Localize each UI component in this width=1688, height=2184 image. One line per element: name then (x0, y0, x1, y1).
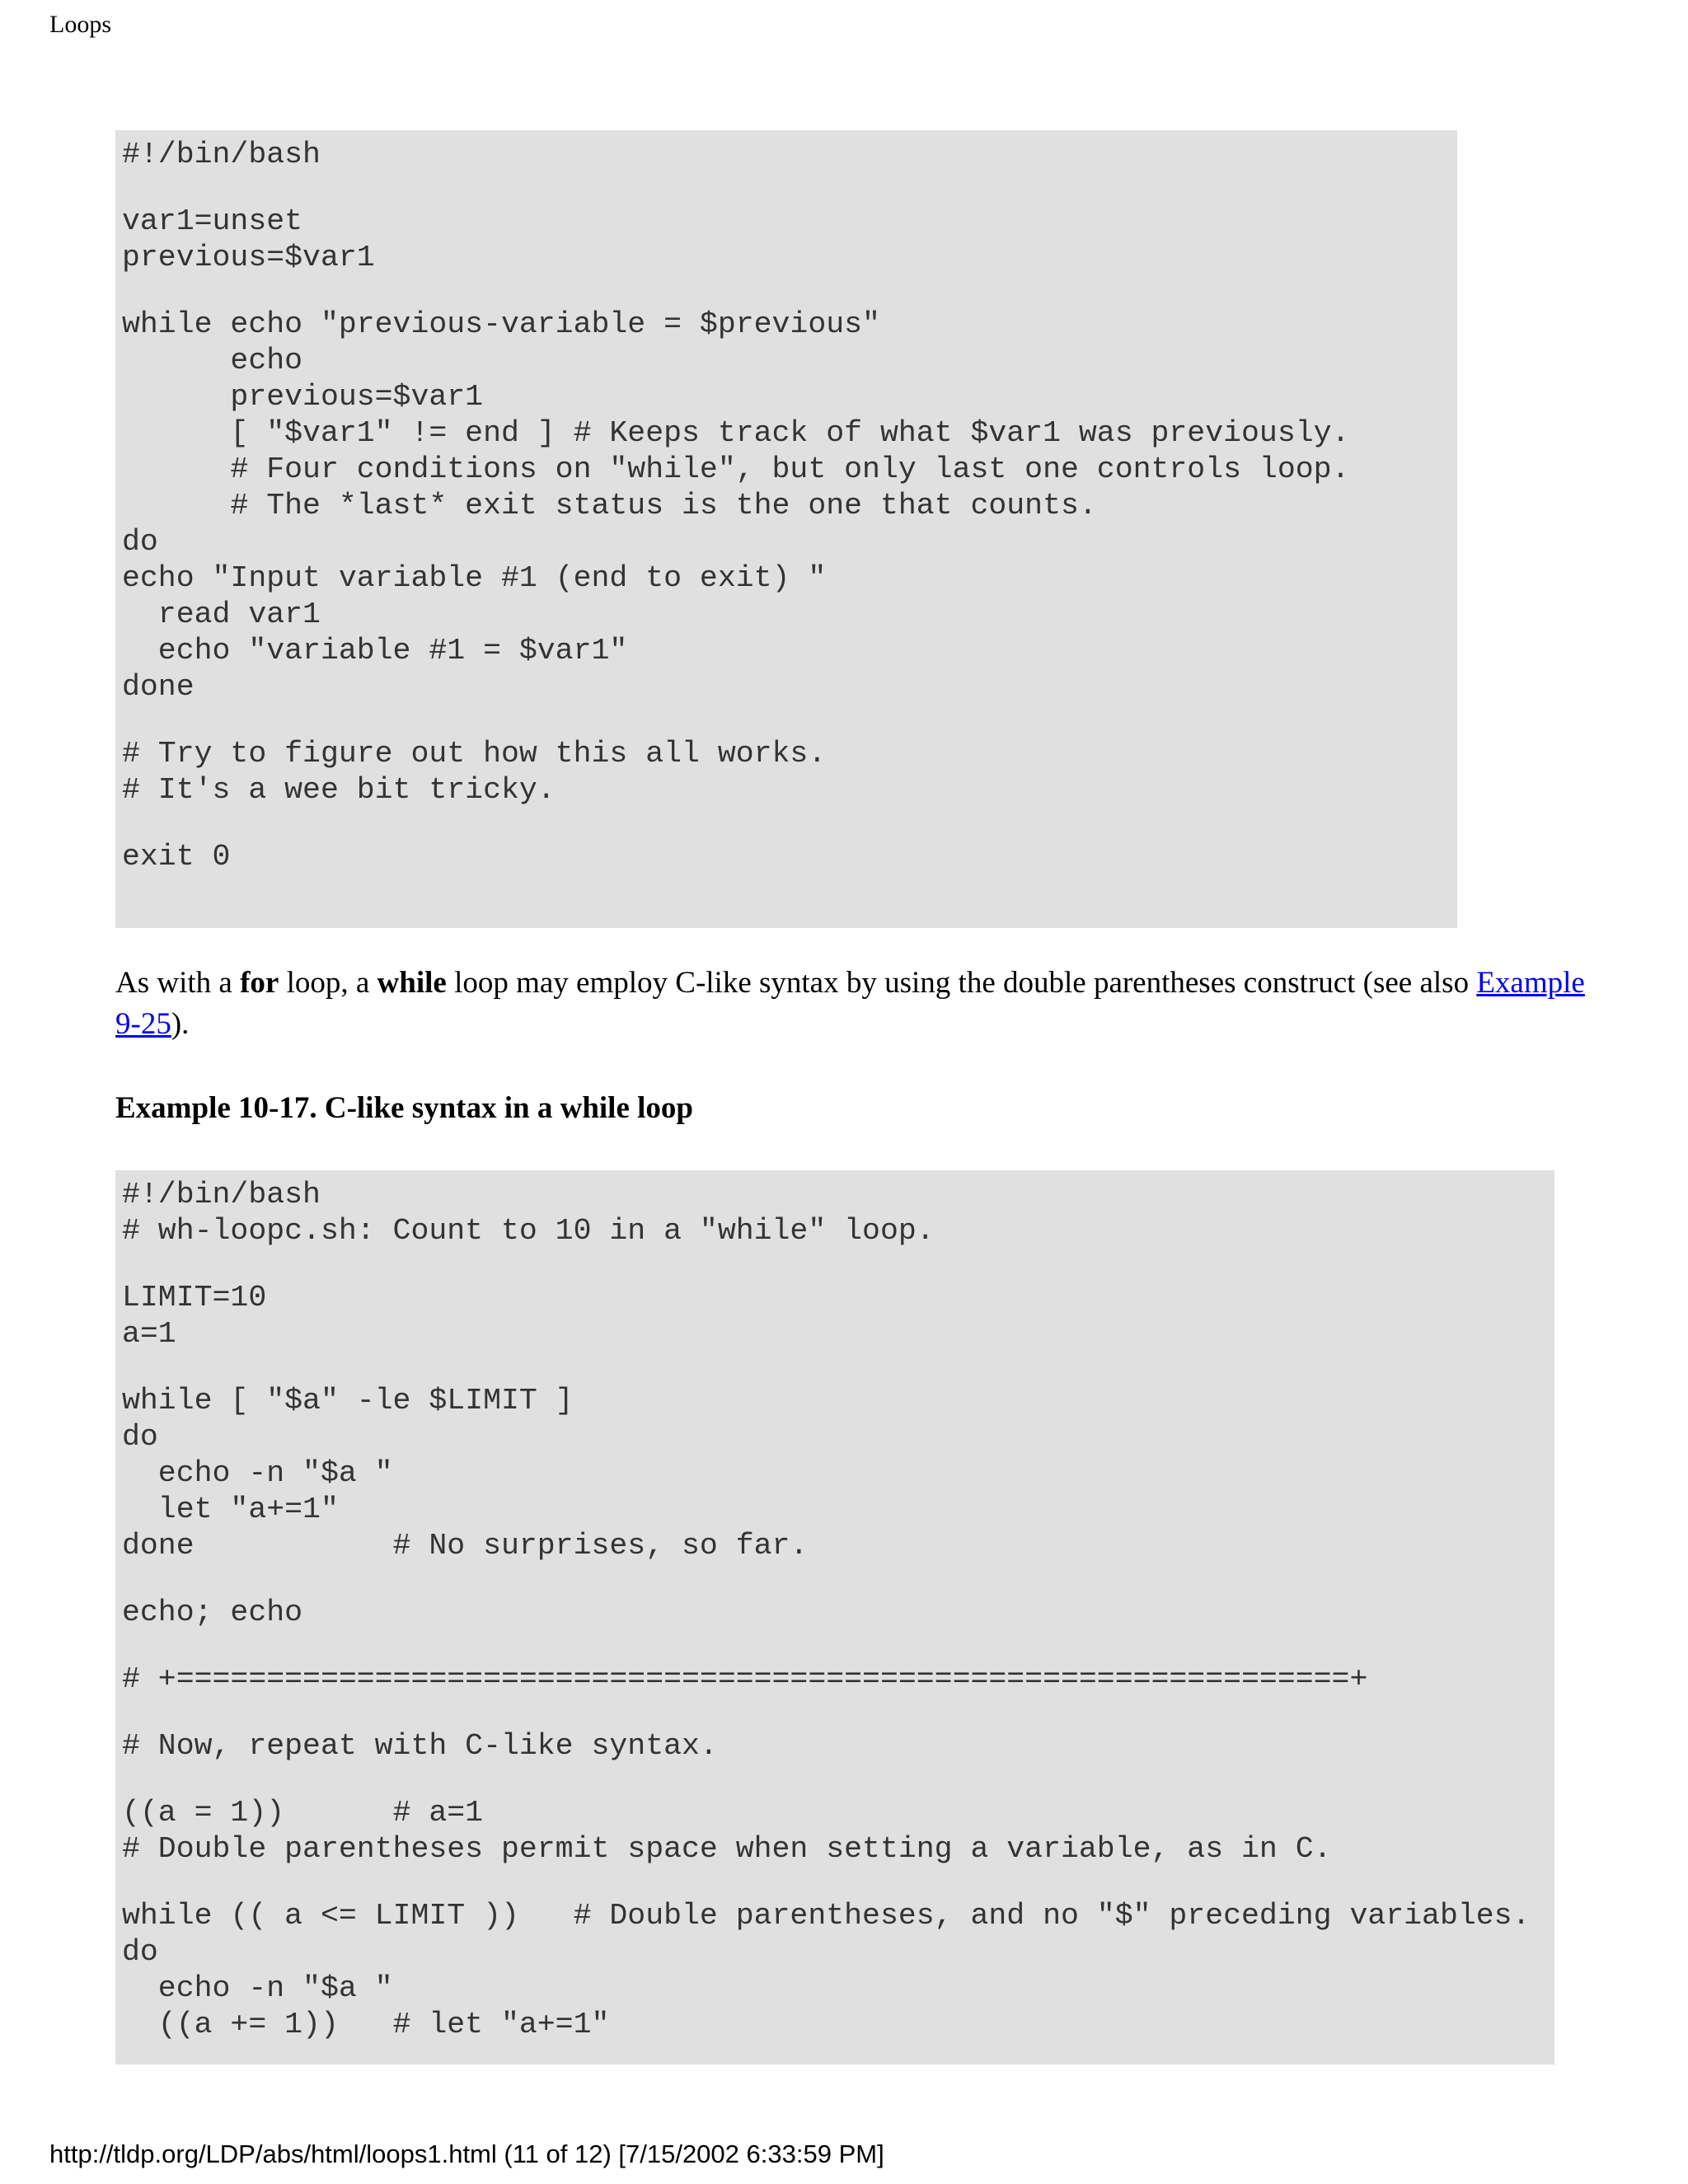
code-blank-line (122, 1631, 1554, 1661)
code-line: # Now, repeat with C-like syntax. (122, 1729, 718, 1763)
body-paragraph (115, 963, 1599, 1045)
paragraph-text: loop, a (279, 966, 377, 1000)
code-line: ((a += 1)) # let "a+=1" (122, 2008, 610, 2041)
code-line: previous=$var1 (122, 241, 375, 274)
keyword-for: for (240, 966, 279, 1000)
code-blank-line (122, 808, 1457, 839)
code-line: echo (122, 344, 303, 377)
page-footer: http://tldp.org/LDP/abs/html/loops1.html (11 of 12) [7/15/2002 6:33:59 PM] (49, 2139, 884, 2168)
code-line: var1=unset (122, 204, 303, 238)
code-line: # Double parentheses permit space when setting a variable, as in C. (122, 1832, 1332, 1866)
code-line: exit 0 (122, 840, 231, 874)
paragraph-text: ). (171, 1007, 190, 1041)
page-header: Loops (49, 11, 111, 38)
code-blank-line (122, 173, 1457, 204)
code-line: echo "variable #1 = $var1" (122, 634, 628, 668)
code-line: # wh-loopc.sh: Count to 10 in a "while" loop. (122, 1214, 935, 1248)
code-blank-line (122, 705, 1457, 736)
code-line: previous=$var1 (122, 380, 484, 414)
code-line: read var1 (122, 598, 321, 631)
code-line: do (122, 1935, 158, 1969)
code-blank-line (122, 1352, 1554, 1383)
code-line: # It's a wee bit tricky. (122, 773, 556, 807)
code-line: let "a+=1" (122, 1493, 339, 1526)
code-line: # The *last* exit status is the one that counts. (122, 489, 1097, 523)
code-line: [ "$var1" != end ] # Keeps track of what $var1 was previously. (122, 416, 1350, 450)
code-block-previous-variable (115, 130, 1457, 928)
code-line: echo -n "$a " (122, 1456, 393, 1490)
code-blank-line (122, 1249, 1554, 1280)
code-line: done (122, 670, 195, 704)
code-line: # +=================================================================+ (122, 1662, 1368, 1696)
code-line: echo -n "$a " (122, 1971, 393, 2005)
code-line: # Four conditions on "while", but only last one controls loop. (122, 452, 1350, 486)
code-line: while echo "previous-variable = $previous" (122, 307, 880, 341)
code-line: #!/bin/bash (122, 138, 321, 171)
code-line: echo "Input variable #1 (end to exit) " (122, 561, 827, 595)
code-line: echo; echo (122, 1596, 303, 1629)
keyword-while: while (377, 966, 447, 1000)
code-line: while [ "$a" -le $LIMIT ] (122, 1384, 574, 1418)
code-line: a=1 (122, 1317, 176, 1351)
paragraph-text: loop may employ C-like syntax by using the double parentheses construct (see also (446, 966, 1477, 1000)
code-blank-line (122, 1765, 1554, 1795)
code-blank-line (122, 1868, 1554, 1898)
code-line: do (122, 525, 158, 559)
code-blank-line (122, 1698, 1554, 1728)
code-block-wh-loopc (115, 1170, 1554, 2064)
code-blank-line (122, 276, 1457, 307)
code-line: while (( a <= LIMIT )) # Double parentheses, and no "$" preceding variables. (122, 1899, 1531, 1933)
code-line: do (122, 1420, 158, 1454)
example-title: Example 10-17. C-like syntax in a while loop (115, 1091, 693, 1125)
paragraph-text: As with a (115, 966, 241, 1000)
code-listing (122, 137, 1457, 875)
code-line: #!/bin/bash (122, 1178, 321, 1212)
code-line: LIMIT=10 (122, 1281, 267, 1315)
code-line: ((a = 1)) # a=1 (122, 1796, 484, 1830)
example-9-25-link[interactable]: Example 9-25 (115, 966, 1585, 1041)
code-line: # Try to figure out how this all works. (122, 737, 827, 771)
code-blank-line (122, 1564, 1554, 1595)
code-line: done # No surprises, so far. (122, 1529, 809, 1563)
code-listing (122, 1177, 1554, 2043)
